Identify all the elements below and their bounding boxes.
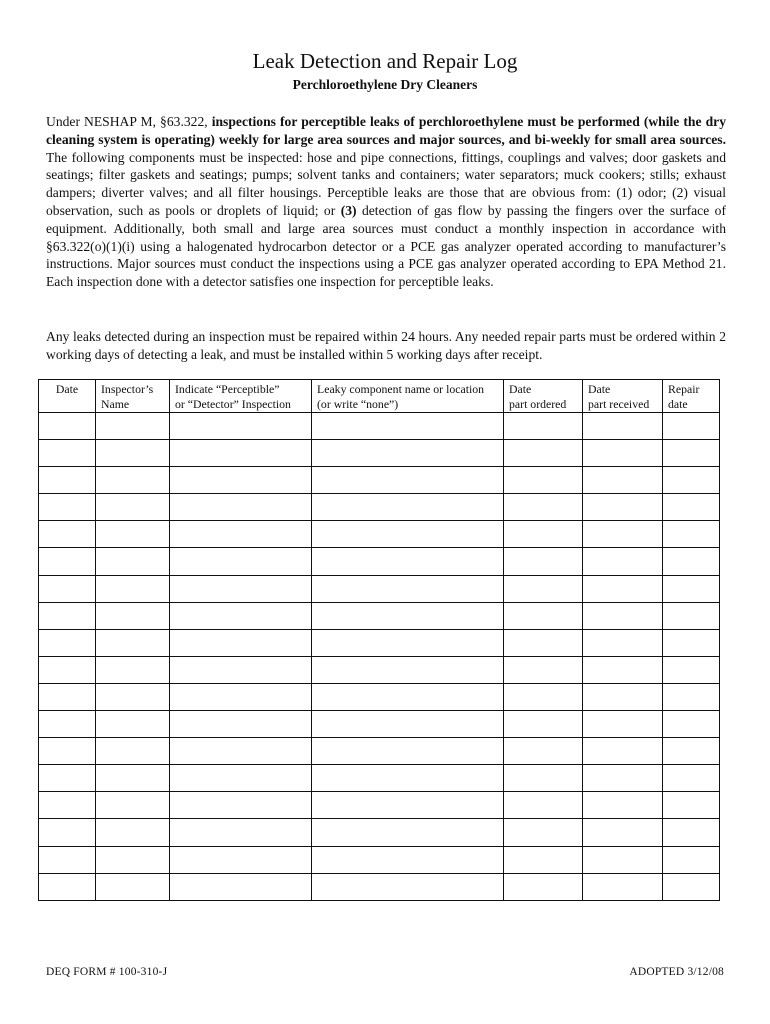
table-row [39, 792, 720, 819]
table-cell[interactable] [583, 494, 663, 521]
table-cell[interactable] [170, 683, 312, 710]
table-header-row [39, 380, 720, 413]
table-cell[interactable] [583, 711, 663, 738]
table-cell[interactable] [583, 548, 663, 575]
table-cell[interactable] [312, 738, 504, 765]
table-cell[interactable] [663, 711, 720, 738]
adopted-date: ADOPTED 3/12/08 [629, 966, 724, 978]
table-cell[interactable] [39, 575, 96, 602]
col-header-date: Date [39, 380, 96, 413]
table-cell[interactable] [39, 467, 96, 494]
table-cell[interactable] [312, 575, 504, 602]
table-cell[interactable] [583, 819, 663, 846]
table-row [39, 738, 720, 765]
table-cell[interactable] [96, 494, 170, 521]
table-cell[interactable] [312, 602, 504, 629]
table-row [39, 873, 720, 900]
table-cell[interactable] [583, 656, 663, 683]
table-row [39, 575, 720, 602]
table-cell[interactable] [583, 413, 663, 440]
table-cell[interactable] [312, 819, 504, 846]
table-cell[interactable] [504, 819, 583, 846]
table-row [39, 819, 720, 846]
table-cell[interactable] [312, 467, 504, 494]
table-cell[interactable] [39, 765, 96, 792]
col-header-repair-date: Repair date [663, 380, 720, 413]
table-cell[interactable] [170, 656, 312, 683]
table-cell[interactable] [39, 602, 96, 629]
table-row [39, 494, 720, 521]
table-row [39, 765, 720, 792]
repair-timeline-paragraph: Any leaks detected during an inspection must be repaired within 24 hours. Any needed repair parts must be ordered within 2 working days of detecting a leak, and must be installed within 5 working days after receipt. [46, 329, 726, 362]
table-row [39, 548, 720, 575]
col-header-inspector-name: Inspector’s Name [96, 380, 170, 413]
table-cell[interactable] [504, 413, 583, 440]
table-cell[interactable] [504, 738, 583, 765]
table-cell[interactable] [312, 711, 504, 738]
table-cell[interactable] [504, 467, 583, 494]
table-cell[interactable] [504, 765, 583, 792]
table-cell[interactable] [663, 873, 720, 900]
table-cell[interactable] [663, 440, 720, 467]
table-cell[interactable] [39, 738, 96, 765]
intro-bold-requirement: inspections for perceptible leaks of perchloroethylene must be performed (while the dry cleaning system is operating) weekly for large area sources and major sources, and bi-weekly for small area sources. [46, 114, 726, 147]
table-cell[interactable] [170, 873, 312, 900]
intro-body-b: detection of gas flow by passing the fingers over the surface of equipment. Additionally, both small and large area sources must conduct a monthly inspection in accordance with §63.322(o)(1)(i) using a halogenated hydrocarbon detector or a PCE gas analyzer operated according to manufacturer’s instructions. Major sources must conduct the inspections using a PCE gas analyzer operated according to EPA Method 21. Each inspection done with a detector satisfies one inspection for perceptible leaks. [46, 202, 726, 290]
table-cell[interactable] [170, 846, 312, 873]
table-cell[interactable] [583, 873, 663, 900]
table-cell[interactable] [39, 440, 96, 467]
table-cell[interactable] [504, 656, 583, 683]
table-row [39, 629, 720, 656]
table-cell[interactable] [504, 792, 583, 819]
table-cell[interactable] [663, 792, 720, 819]
table-cell[interactable] [663, 494, 720, 521]
table-cell[interactable] [663, 656, 720, 683]
table-cell[interactable] [312, 846, 504, 873]
table-cell[interactable] [170, 765, 312, 792]
table-cell[interactable] [39, 413, 96, 440]
table-cell[interactable] [663, 575, 720, 602]
table-cell[interactable] [39, 521, 96, 548]
table-cell[interactable] [504, 602, 583, 629]
table-cell[interactable] [663, 846, 720, 873]
table-cell[interactable] [312, 521, 504, 548]
table-cell[interactable] [663, 683, 720, 710]
table-cell[interactable] [663, 521, 720, 548]
table-cell[interactable] [663, 548, 720, 575]
table-cell[interactable] [39, 873, 96, 900]
table-cell[interactable] [583, 629, 663, 656]
table-row [39, 521, 720, 548]
table-cell[interactable] [663, 738, 720, 765]
table-cell[interactable] [504, 629, 583, 656]
leak-repair-log-table [38, 379, 720, 901]
table-cell[interactable] [504, 575, 583, 602]
table-cell[interactable] [39, 846, 96, 873]
col-header-date-part-ordered: Date part ordered [504, 380, 583, 413]
table-cell[interactable] [312, 494, 504, 521]
table-cell[interactable] [96, 846, 170, 873]
table-cell[interactable] [663, 467, 720, 494]
inspection-requirements-paragraph [46, 113, 726, 291]
table-cell[interactable] [96, 656, 170, 683]
table-cell[interactable] [312, 656, 504, 683]
table-cell[interactable] [583, 738, 663, 765]
table-cell[interactable] [663, 819, 720, 846]
table-cell[interactable] [583, 792, 663, 819]
table-cell[interactable] [170, 602, 312, 629]
table-row [39, 440, 720, 467]
table-cell[interactable] [663, 765, 720, 792]
table-cell[interactable] [170, 548, 312, 575]
table-row [39, 413, 720, 440]
table-cell[interactable] [170, 521, 312, 548]
table-cell[interactable] [504, 683, 583, 710]
form-number: DEQ FORM # 100-310-J [46, 966, 168, 978]
table-cell[interactable] [96, 711, 170, 738]
table-cell[interactable] [504, 440, 583, 467]
table-body [39, 413, 720, 901]
table-cell[interactable] [312, 873, 504, 900]
table-cell[interactable] [504, 521, 583, 548]
form-subtitle: Perchloroethylene Dry Cleaners [292, 77, 478, 92]
table-cell[interactable] [39, 683, 96, 710]
intro-lead: Under NESHAP M, §63.322, [46, 114, 212, 129]
table-row [39, 711, 720, 738]
table-row [39, 602, 720, 629]
table-row [39, 656, 720, 683]
table-cell[interactable] [504, 494, 583, 521]
intro-body-a: The following components must be inspected: hose and pipe connections, fittings, couplings and valves; door gaskets and seatings; filter gaskets and seatings; pumps; solvent tanks and containers; water separators; muck cookers; stills; exhaust dampers; diverter valves; and all filter housings. Perceptible leaks are those that are obvious from: (1) odor; (2) visual observation, such as pools or droplets of liquid; or [46, 149, 726, 218]
table-cell[interactable] [170, 440, 312, 467]
col-header-date-part-received: Date part received [583, 380, 663, 413]
table-cell[interactable] [583, 683, 663, 710]
table-cell[interactable] [312, 440, 504, 467]
table-cell[interactable] [39, 792, 96, 819]
col-header-leaky-component: Leaky component name or location (or write “none”) [312, 380, 504, 413]
table-cell[interactable] [312, 683, 504, 710]
table-cell[interactable] [39, 819, 96, 846]
table-cell[interactable] [96, 413, 170, 440]
table-cell[interactable] [504, 846, 583, 873]
table-cell[interactable] [39, 494, 96, 521]
table-row [39, 467, 720, 494]
table-cell[interactable] [312, 792, 504, 819]
table-cell[interactable] [170, 819, 312, 846]
form-title: Leak Detection and Repair Log [252, 49, 518, 73]
table-cell[interactable] [96, 873, 170, 900]
table-cell[interactable] [663, 413, 720, 440]
table-cell[interactable] [39, 629, 96, 656]
table-cell[interactable] [583, 521, 663, 548]
table-cell[interactable] [170, 792, 312, 819]
table-cell[interactable] [96, 548, 170, 575]
table-cell[interactable] [96, 575, 170, 602]
table-cell[interactable] [583, 575, 663, 602]
table-row [39, 683, 720, 710]
table-cell[interactable] [170, 467, 312, 494]
table-cell[interactable] [504, 548, 583, 575]
table-cell[interactable] [96, 629, 170, 656]
table-cell[interactable] [39, 656, 96, 683]
table-cell[interactable] [504, 711, 583, 738]
table-cell[interactable] [170, 494, 312, 521]
table-cell[interactable] [96, 602, 170, 629]
table-cell[interactable] [583, 602, 663, 629]
table-cell[interactable] [96, 521, 170, 548]
table-cell[interactable] [312, 765, 504, 792]
col-header-inspection-type: Indicate “Perceptible” or “Detector” Inspection [170, 380, 312, 413]
table-cell[interactable] [96, 683, 170, 710]
table-cell[interactable] [96, 467, 170, 494]
table-cell[interactable] [96, 792, 170, 819]
table-cell[interactable] [504, 873, 583, 900]
table-cell[interactable] [312, 629, 504, 656]
table-cell[interactable] [663, 629, 720, 656]
table-cell[interactable] [170, 575, 312, 602]
table-cell[interactable] [170, 738, 312, 765]
table-cell[interactable] [170, 711, 312, 738]
table-cell[interactable] [312, 548, 504, 575]
table-cell[interactable] [96, 819, 170, 846]
table-cell[interactable] [583, 846, 663, 873]
table-cell[interactable] [39, 548, 96, 575]
table-cell[interactable] [583, 440, 663, 467]
table-cell[interactable] [170, 629, 312, 656]
table-cell[interactable] [663, 602, 720, 629]
table-cell[interactable] [96, 738, 170, 765]
table-cell[interactable] [96, 765, 170, 792]
table-row [39, 846, 720, 873]
table-cell[interactable] [312, 413, 504, 440]
table-cell[interactable] [583, 467, 663, 494]
table-cell[interactable] [96, 440, 170, 467]
intro-bold-three: (3) [340, 202, 357, 218]
table-cell[interactable] [583, 765, 663, 792]
table-cell[interactable] [39, 711, 96, 738]
table-cell[interactable] [170, 413, 312, 440]
